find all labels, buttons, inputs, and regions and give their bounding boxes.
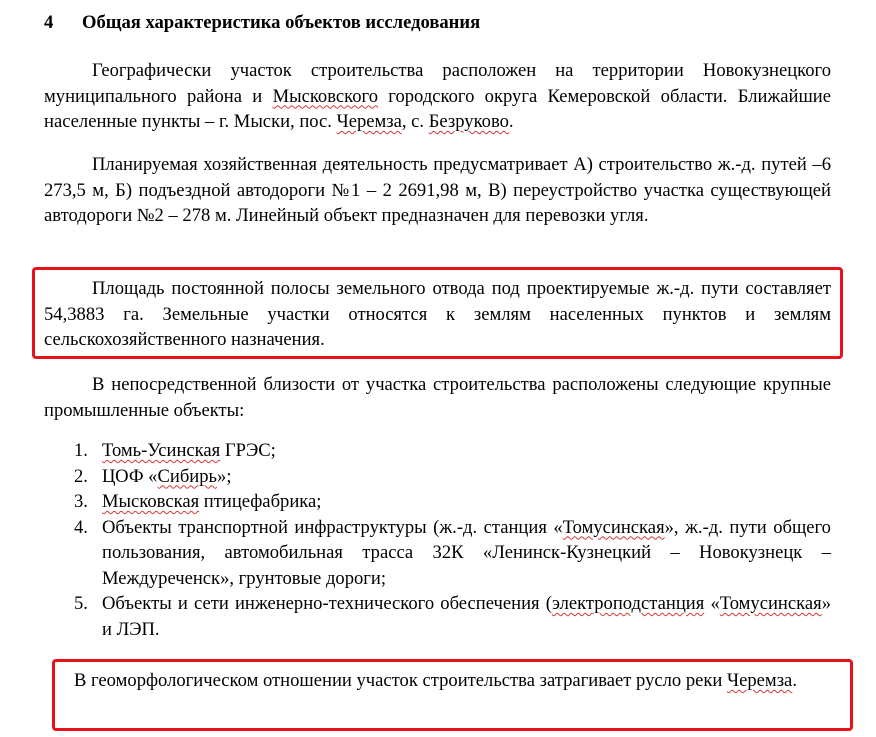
text-run: Объекты транспортной инфраструктуры (ж.-д. станция «	[102, 516, 563, 538]
text-run: .	[508, 111, 514, 132]
list-item	[44, 489, 831, 515]
text-run: »;	[217, 465, 232, 487]
spellcheck-word: Черемза	[727, 670, 793, 691]
text-run: » и ЛЭП.	[102, 593, 831, 640]
spellcheck-word: Сибирь	[157, 465, 218, 487]
spellcheck-word: Томусинская	[562, 516, 665, 538]
text-run: «	[704, 593, 720, 614]
paragraph-land-area: Площадь постоянной полосы земельного отвода под проектируемые ж.-д. пути составляет 54,3883 га. Земельные участки относятся к землям населенных пунктов и землям сельскохозяйственного назначения.	[44, 278, 831, 350]
text-run: ГРЭС;	[220, 440, 276, 461]
section-number: 4	[44, 12, 54, 33]
list-marker: 5.	[74, 593, 88, 614]
list-marker: 1.	[74, 440, 88, 461]
industrial-objects-list	[44, 438, 831, 642]
section-title: Общая характеристика объектов исследования	[82, 12, 481, 33]
list-marker: 3.	[74, 491, 88, 512]
list-item	[44, 438, 831, 464]
spellcheck-word: Томь-Усинская	[102, 440, 221, 461]
spellcheck-word: электроподстанция	[551, 593, 705, 614]
text-run: городского округа Кемеровской области. Ближайшие населенные пункты – г. Мыски, пос.	[44, 85, 831, 132]
spellcheck-word: Безруково	[428, 111, 509, 132]
text-run: В геоморфологическом отношении участок строительства затрагивает русло реки	[74, 670, 728, 691]
paragraph-activity: Планируемая хозяйственная деятельность предусматривает А) строительство ж.-д. путей –6 273,5 м, Б) подъездной автодороги №1 – 2 2691,98 м, В) переустройство участка существующей автодороги №2 – 278 м. Линейный объект предназначен для перевозки угля.	[44, 154, 831, 226]
spellcheck-word: Мысковская	[102, 491, 200, 512]
list-marker: 4.	[74, 516, 88, 538]
text-run: », ж.-д. пути общего пользования, автомобильная трасса 32К «Ленинск-Кузнецкий – Новокузнецк – Междуреченск», грунтовые дороги;	[102, 516, 831, 589]
list-item	[44, 515, 831, 592]
text-run: птицефабрика;	[199, 491, 322, 512]
section-heading	[44, 10, 480, 35]
paragraph-location	[44, 58, 831, 135]
paragraph-geomorphology	[74, 668, 831, 694]
list-marker: 2.	[74, 465, 88, 487]
spellcheck-word: Томусинская	[719, 593, 822, 614]
text-run: , с.	[401, 111, 429, 132]
text-run: Географически участок строительства расположен на территории Новокузнецкого муниципального района и	[44, 60, 831, 107]
spellcheck-word: Черемза	[336, 111, 402, 132]
text-run: ЦОФ «	[102, 465, 158, 487]
spellcheck-word: Мысковского	[272, 85, 378, 107]
list-item	[44, 464, 831, 490]
text-run: Объекты и сети инженерно-технического обеспечения (	[102, 593, 552, 614]
text-run: .	[792, 670, 797, 691]
list-item	[44, 591, 831, 642]
paragraph-industrial-objects-intro: В непосредственной близости от участка строительства расположены следующие крупные промышленные объекты:	[44, 374, 831, 421]
